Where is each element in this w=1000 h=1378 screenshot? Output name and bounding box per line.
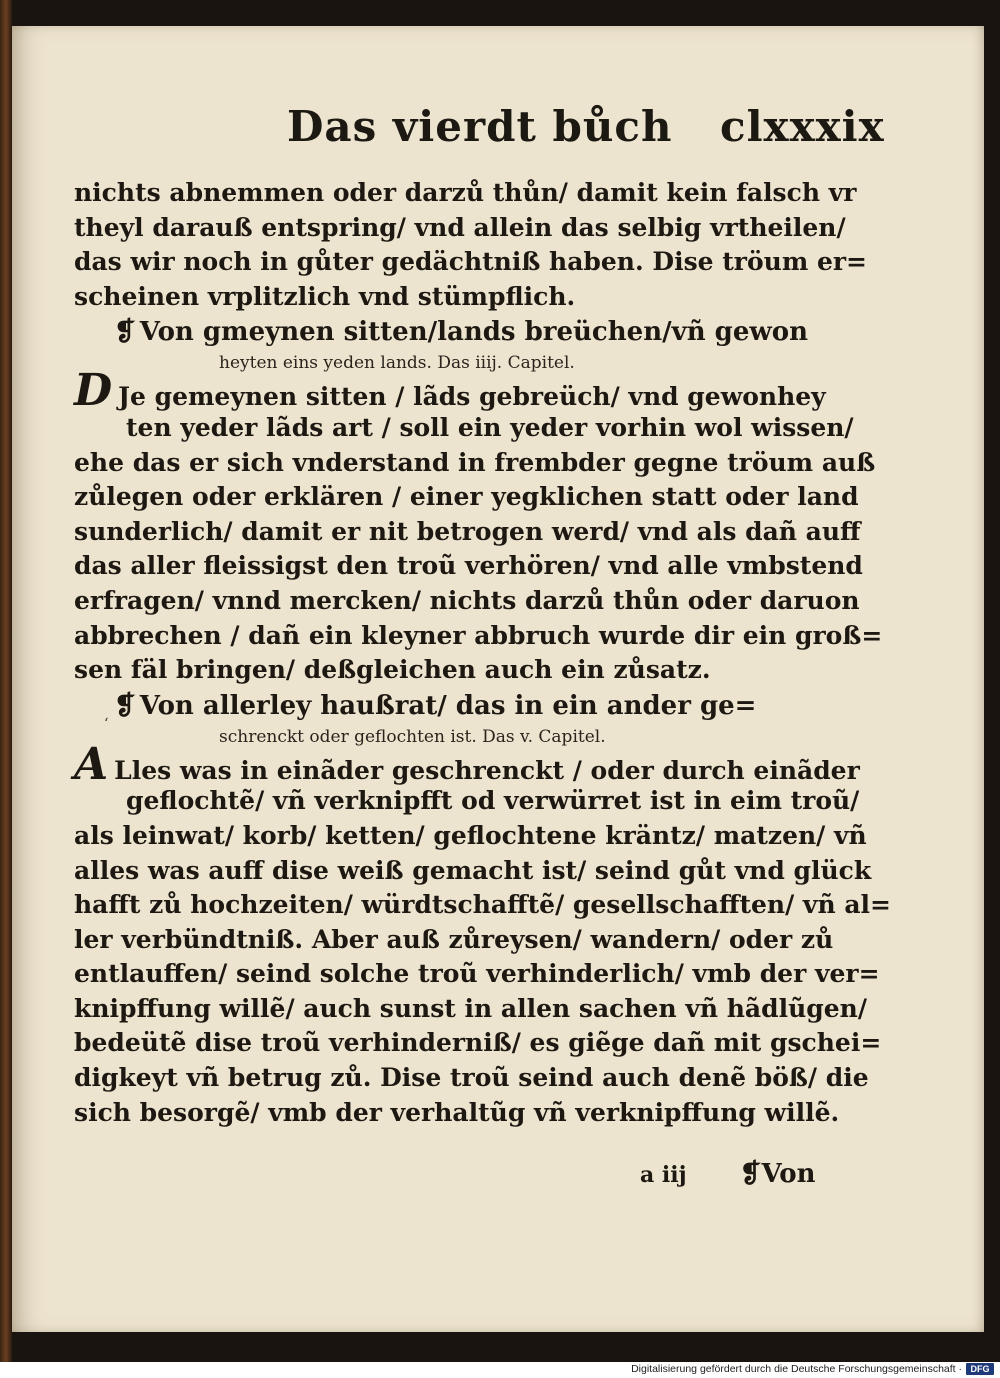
paragraph-chapter-4 xyxy=(74,365,883,687)
text-line-dropcap xyxy=(74,738,864,790)
pilcrow-icon: ❡ xyxy=(114,317,136,348)
text-line: zůlegen oder erklären / einer yegklichen statt oder land xyxy=(74,482,859,512)
page-footer-line xyxy=(640,1159,815,1189)
drop-capital: A xyxy=(74,738,109,790)
text-line: als leinwat/ korb/ ketten/ geflochtene kräntz/ matzen/ vñ xyxy=(74,820,867,850)
text-line: ten yeder lãds art / soll ein yeder vorhin wol wissen/ xyxy=(126,412,854,442)
funding-credit: Digitalisierung gefördert durch die Deutsche Forschungsgemeinschaft · xyxy=(631,1363,962,1375)
text-line: theyl darauß entspring/ vnd allein das selbig vrtheilen/ xyxy=(74,212,846,242)
text-line-dropcap xyxy=(74,365,864,417)
text-line: bedeütẽ dise troũ verhinderniß/ es giẽge dañ mit gschei= xyxy=(74,1028,882,1058)
drop-capital: D xyxy=(74,365,113,417)
text-line: abbrechen / dañ ein kleyner abbruch wurde dir ein groß= xyxy=(74,620,883,650)
running-head: Das vierdt bůch xyxy=(287,102,673,151)
text-line: ehe das er sich vnderstand in frembder gegne tröum auß xyxy=(74,447,876,477)
chapter-heading-5 xyxy=(74,688,864,750)
text-line: sich besorgẽ/ vmb der verhaltũg vñ verknipffung willẽ. xyxy=(74,1097,840,1127)
page-header xyxy=(12,102,984,182)
chapter-title xyxy=(74,314,864,350)
body-text xyxy=(74,176,891,1130)
text-line: nichts abnemmen oder darzů thůn/ damit kein falsch vr xyxy=(74,178,857,207)
text-line: knipffung willẽ/ auch sunst in allen sachen vñ hãdlũgen/ xyxy=(74,993,867,1023)
dfg-logo-icon: DFG xyxy=(966,1363,994,1375)
text-line-content: Lles was in einãder geschrenckt / oder durch einãder xyxy=(114,755,860,785)
chapter-heading-4 xyxy=(74,314,864,376)
paragraph-chapter-5 xyxy=(74,738,891,1131)
digitization-footer xyxy=(0,1362,1000,1378)
text-line: das wir noch in gůter gedächtniß haben. Dise tröum er= xyxy=(74,247,868,277)
signature-mark: a iij xyxy=(640,1162,687,1188)
book-spine-edge xyxy=(0,0,12,1362)
margin-mark: ‘ xyxy=(104,716,109,732)
text-line: erfragen/ vnnd mercken/ nichts darzů thůn oder daruon xyxy=(74,585,860,615)
book-page xyxy=(12,26,984,1332)
chapter-subtitle: schrenckt oder geflochten ist. Das v. Capitel. xyxy=(219,726,606,747)
text-line: ler verbündtniß. Aber auß zůreysen/ wandern/ oder zů xyxy=(74,924,834,954)
chapter-title xyxy=(74,688,864,724)
folio-number: clxxxix xyxy=(720,102,885,151)
pilcrow-icon: ❡ xyxy=(114,690,136,721)
chapter-title-text: Von allerley haußrat/ das in ein ander ge= xyxy=(139,690,757,721)
text-line: entlauffen/ seind solche troũ verhinderlich/ vmb der ver= xyxy=(74,959,880,989)
text-line: sen fäl bringen/ deßgleichen auch ein zůsatz. xyxy=(74,655,711,685)
catchword: ❡Von xyxy=(739,1159,816,1189)
text-line: alles was auff dise weiß gemacht ist/ seind gůt vnd glück xyxy=(74,855,872,885)
chapter-subtitle: heyten eins yeden lands. Das iiij. Capitel. xyxy=(219,353,575,374)
text-line: scheinen vrplitzlich vnd stümpflich. xyxy=(74,281,576,311)
chapter-title-text: Von gmeynen sitten/lands breüchen/vñ gewon xyxy=(139,317,809,348)
text-line: sunderlich/ damit er nit betrogen werd/ vnd als dañ auff xyxy=(74,516,861,546)
text-line: geflochtẽ/ vñ verknipfft od verwürret ist in eim troũ/ xyxy=(126,786,860,816)
text-line: digkeyt vñ betrug zů. Dise troũ seind auch denẽ böß/ die xyxy=(74,1063,869,1093)
text-line: das aller fleissigst den troũ verhören/ vnd alle vmbstend xyxy=(74,551,863,581)
text-line-content: Je gemeynen sitten / lãds gebreüch/ vnd gewonhey xyxy=(118,382,826,412)
text-line: hafft zů hochzeiten/ würdtschafftẽ/ gesellschafften/ vñ al= xyxy=(74,890,891,920)
